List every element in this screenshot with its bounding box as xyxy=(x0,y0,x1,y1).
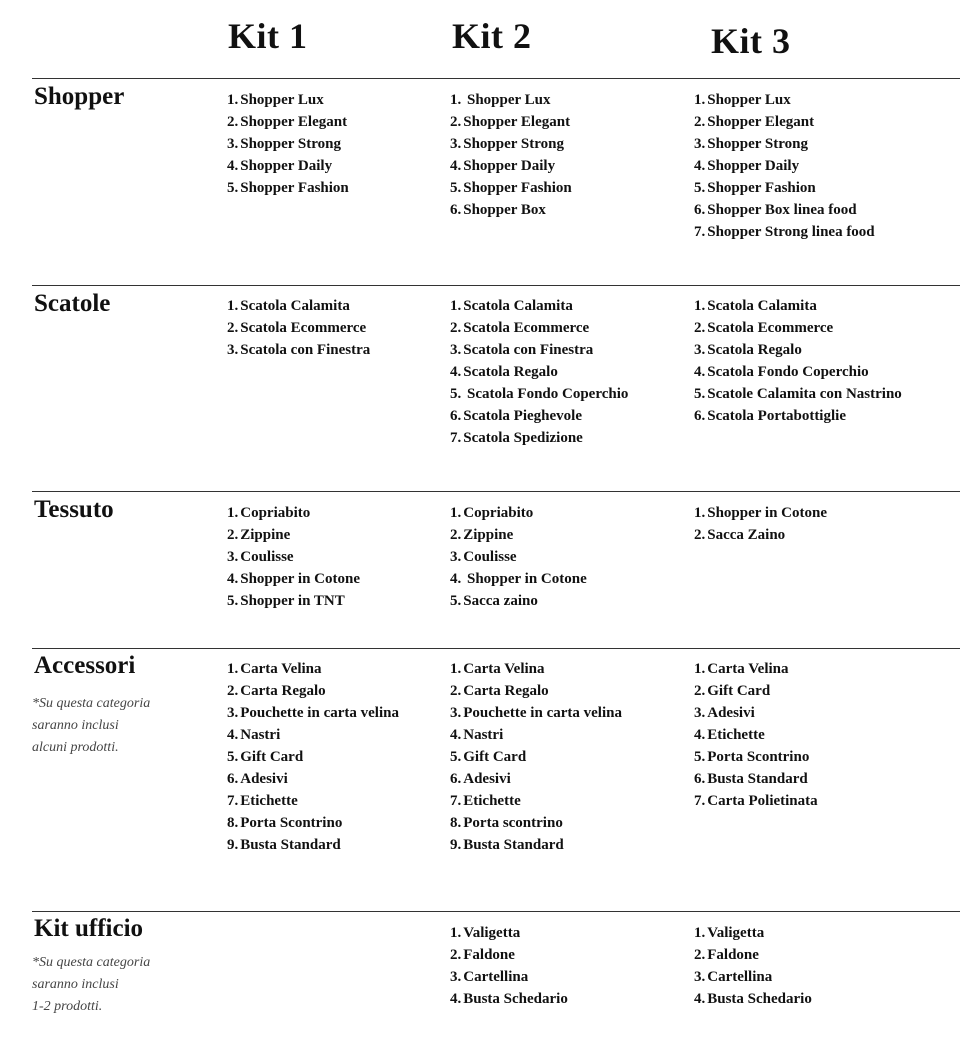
category-title-shopper: Shopper xyxy=(34,83,125,110)
list-item-label: Pouchette in carta velina xyxy=(240,705,399,721)
list-item-label: Shopper Lux xyxy=(463,92,551,108)
list-item xyxy=(694,221,875,243)
list-item xyxy=(450,405,628,427)
list-item-label: Shopper Box xyxy=(463,202,546,218)
list-item-number: 3. xyxy=(450,705,462,721)
list-item-number: 1. xyxy=(450,298,462,314)
list-item-label: Shopper Strong linea food xyxy=(707,224,875,240)
list-item-number: 5. xyxy=(227,180,239,196)
divider-scatole xyxy=(32,285,960,286)
list-item-number: 7. xyxy=(694,224,706,240)
list-item-label: Carta Polietinata xyxy=(707,793,818,809)
category-title-tessuto: Tessuto xyxy=(34,496,114,523)
list-item-number: 2. xyxy=(227,114,239,130)
list-item xyxy=(227,812,399,834)
list-item-label: Scatola con Finestra xyxy=(240,342,371,358)
list-item xyxy=(694,502,827,524)
list-item xyxy=(694,680,818,702)
list-item-label: Shopper Box linea food xyxy=(707,202,857,218)
list-item-label: Adesivi xyxy=(463,771,511,787)
list-item-number: 3. xyxy=(694,342,706,358)
list-item xyxy=(694,988,812,1010)
list-item-label: Busta Standard xyxy=(463,837,564,853)
list-item xyxy=(227,133,349,155)
list-item-label: Scatola Ecommerce xyxy=(707,320,834,336)
list-item-number: 6. xyxy=(694,408,706,424)
list-item-number: 6. xyxy=(450,771,462,787)
list-item-number: 2. xyxy=(450,683,462,699)
list-item-label: Busta Schedario xyxy=(707,991,812,1007)
list-item-number: 1. xyxy=(227,661,239,677)
list-item xyxy=(694,317,902,339)
list-item-label: Cartellina xyxy=(707,969,773,985)
list-item-number: 4. xyxy=(694,364,706,380)
list-item xyxy=(227,680,399,702)
list-item-label: Shopper in Cotone xyxy=(240,571,361,587)
list-item-label: Etichette xyxy=(707,727,765,743)
list-item-label: Shopper Strong xyxy=(240,136,341,152)
list-item-number: 3. xyxy=(227,549,239,565)
list-item-number: 5. xyxy=(450,386,462,402)
list-item-number: 1. xyxy=(450,661,462,677)
list-item-label: Zippine xyxy=(240,527,291,543)
list-item xyxy=(450,361,628,383)
list-item-number: 1. xyxy=(227,298,239,314)
list-item-label: Carta Velina xyxy=(707,661,789,677)
list-item xyxy=(694,524,827,546)
list-item xyxy=(450,922,568,944)
list-item-label: Etichette xyxy=(240,793,298,809)
list-item-number: 2. xyxy=(450,947,462,963)
list-item xyxy=(450,383,628,405)
list-item xyxy=(227,768,399,790)
list-item xyxy=(227,177,349,199)
list-item-label: Shopper in Cotone xyxy=(463,571,587,587)
list-item xyxy=(694,724,818,746)
list-item-number: 2. xyxy=(694,114,706,130)
list-item xyxy=(450,768,622,790)
shopper-kit1-list xyxy=(227,89,349,199)
list-item-number: 2. xyxy=(694,320,706,336)
list-item-label: Nastri xyxy=(463,727,504,743)
kit-ufficio-kit2-list xyxy=(450,922,568,1010)
list-item xyxy=(227,724,399,746)
list-item-number: 9. xyxy=(227,837,239,853)
divider-top xyxy=(32,78,960,79)
list-item-number: 2. xyxy=(227,320,239,336)
list-item-number: 2. xyxy=(450,320,462,336)
list-item-label: Etichette xyxy=(463,793,521,809)
list-item-label: Scatola Ecommerce xyxy=(240,320,367,336)
list-item xyxy=(450,339,628,361)
list-item-number: 1. xyxy=(450,505,462,521)
list-item-number: 3. xyxy=(694,969,706,985)
list-item-number: 5. xyxy=(694,749,706,765)
list-item-label: Scatola Calamita xyxy=(463,298,573,314)
list-item-number: 6. xyxy=(694,202,706,218)
list-item-number: 2. xyxy=(694,947,706,963)
list-item xyxy=(227,568,360,590)
list-item-label: Scatola con Finestra xyxy=(463,342,594,358)
list-item-label: Shopper Elegant xyxy=(240,114,348,130)
list-item-label: Shopper Elegant xyxy=(463,114,571,130)
list-item-label: Scatola Regalo xyxy=(707,342,802,358)
list-item xyxy=(694,89,875,111)
accessori-note-line: *Su questa categoria xyxy=(32,696,151,711)
list-item-label: Shopper in Cotone xyxy=(707,505,828,521)
list-item xyxy=(227,546,360,568)
list-item-number: 3. xyxy=(450,969,462,985)
list-item-number: 1. xyxy=(694,92,706,108)
list-item-label: Porta Scontrino xyxy=(707,749,810,765)
kit-ufficio-note-line: saranno inclusi xyxy=(32,977,119,992)
list-item-number: 3. xyxy=(694,705,706,721)
accessori-note-line: saranno inclusi xyxy=(32,718,119,733)
list-item-number: 5. xyxy=(694,386,706,402)
category-title-kit-ufficio: Kit ufficio xyxy=(34,915,144,942)
kit-2-header: Kit 2 xyxy=(452,16,532,56)
list-item-number: 7. xyxy=(450,793,462,809)
list-item-label: Shopper Daily xyxy=(240,158,333,174)
list-item-number: 6. xyxy=(227,771,239,787)
accessori-note-line: alcuni prodotti. xyxy=(32,740,119,755)
list-item xyxy=(694,199,875,221)
list-item-label: Shopper Fashion xyxy=(707,180,816,196)
list-item-number: 4. xyxy=(450,727,462,743)
list-item xyxy=(450,502,587,524)
list-item-label: Scatola Ecommerce xyxy=(463,320,590,336)
list-item xyxy=(227,339,370,361)
list-item xyxy=(450,546,587,568)
list-item xyxy=(450,834,622,856)
list-item xyxy=(450,155,572,177)
list-item-label: Faldone xyxy=(463,947,515,963)
list-item-label: Scatola Calamita xyxy=(707,298,817,314)
accessori-kit1-list xyxy=(227,658,399,856)
list-item-label: Gift Card xyxy=(240,749,304,765)
list-item-label: Nastri xyxy=(240,727,281,743)
list-item-number: 5. xyxy=(227,749,239,765)
list-item xyxy=(450,812,622,834)
list-item-number: 2. xyxy=(227,527,239,543)
kit-ufficio-note-line: 1-2 prodotti. xyxy=(32,999,103,1014)
list-item-number: 5. xyxy=(227,593,239,609)
list-item xyxy=(450,133,572,155)
list-item xyxy=(694,922,812,944)
category-title-scatole: Scatole xyxy=(34,290,111,317)
list-item-number: 1. xyxy=(694,298,706,314)
list-item xyxy=(694,177,875,199)
divider-kit-ufficio xyxy=(32,911,960,912)
list-item-label: Porta Scontrino xyxy=(240,815,343,831)
list-item-number: 3. xyxy=(450,342,462,358)
list-item xyxy=(694,361,902,383)
list-item-number: 3. xyxy=(227,136,239,152)
list-item xyxy=(694,702,818,724)
tessuto-kit2-list xyxy=(450,502,587,612)
list-item-label: Shopper Daily xyxy=(707,158,800,174)
list-item xyxy=(694,966,812,988)
list-item-label: Scatola Pieghevole xyxy=(463,408,582,424)
list-item-number: 7. xyxy=(694,793,706,809)
list-item-number: 1. xyxy=(694,925,706,941)
list-item-number: 3. xyxy=(694,136,706,152)
list-item xyxy=(450,524,587,546)
list-item xyxy=(450,427,628,449)
list-item-label: Shopper Elegant xyxy=(707,114,815,130)
list-item-number: 2. xyxy=(450,114,462,130)
list-item xyxy=(450,568,587,590)
list-item xyxy=(227,317,370,339)
list-item-label: Copriabito xyxy=(240,505,311,521)
list-item-number: 1. xyxy=(450,92,462,108)
list-item-number: 3. xyxy=(227,705,239,721)
list-item xyxy=(694,658,818,680)
list-item-number: 2. xyxy=(227,683,239,699)
list-item-label: Pouchette in carta velina xyxy=(463,705,622,721)
tessuto-kit3-list xyxy=(694,502,827,546)
list-item xyxy=(227,702,399,724)
list-item xyxy=(227,524,360,546)
list-item xyxy=(694,944,812,966)
list-item-label: Cartellina xyxy=(463,969,529,985)
list-item xyxy=(450,680,622,702)
list-item-label: Busta Standard xyxy=(240,837,341,853)
list-item xyxy=(694,111,875,133)
scatole-kit3-list xyxy=(694,295,902,427)
divider-accessori xyxy=(32,648,960,649)
list-item-number: 5. xyxy=(694,180,706,196)
list-item xyxy=(227,295,370,317)
shopper-kit2-list xyxy=(450,89,572,221)
list-item-number: 5. xyxy=(450,180,462,196)
list-item-label: Carta Regalo xyxy=(240,683,326,699)
list-item-number: 2. xyxy=(694,683,706,699)
list-item xyxy=(450,944,568,966)
list-item-number: 4. xyxy=(694,727,706,743)
list-item xyxy=(694,295,902,317)
list-item xyxy=(227,502,360,524)
list-item xyxy=(450,988,568,1010)
scatole-kit1-list xyxy=(227,295,370,361)
kit-ufficio-kit3-list xyxy=(694,922,812,1010)
list-item xyxy=(450,966,568,988)
list-item-label: Gift Card xyxy=(707,683,771,699)
list-item-number: 4. xyxy=(450,158,462,174)
list-item-number: 7. xyxy=(450,430,462,446)
list-item-number: 3. xyxy=(227,342,239,358)
accessori-kit3-list xyxy=(694,658,818,812)
kit-3-header: Kit 3 xyxy=(711,21,791,61)
list-item-label: Faldone xyxy=(707,947,759,963)
list-item-label: Shopper Lux xyxy=(240,92,324,108)
kit-ufficio-note xyxy=(32,952,182,1018)
list-item-label: Busta Schedario xyxy=(463,991,568,1007)
list-item xyxy=(694,790,818,812)
list-item-label: Sacca zaino xyxy=(463,593,538,609)
accessori-kit2-list xyxy=(450,658,622,856)
tessuto-kit1-list xyxy=(227,502,360,612)
list-item-label: Valigetta xyxy=(707,925,765,941)
list-item-number: 9. xyxy=(450,837,462,853)
divider-tessuto xyxy=(32,491,960,492)
list-item-number: 4. xyxy=(450,991,462,1007)
list-item-label: Shopper Fashion xyxy=(463,180,572,196)
list-item xyxy=(694,405,902,427)
list-item-number: 3. xyxy=(450,549,462,565)
list-item-label: Copriabito xyxy=(463,505,534,521)
list-item-number: 1. xyxy=(694,505,706,521)
list-item xyxy=(694,383,902,405)
list-item-label: Carta Regalo xyxy=(463,683,549,699)
list-item-number: 5. xyxy=(450,749,462,765)
list-item-number: 7. xyxy=(227,793,239,809)
list-item xyxy=(227,111,349,133)
list-item-label: Valigetta xyxy=(463,925,521,941)
list-item-number: 4. xyxy=(450,364,462,380)
list-item-label: Zippine xyxy=(463,527,514,543)
list-item-label: Shopper Daily xyxy=(463,158,556,174)
list-item-number: 5. xyxy=(450,593,462,609)
shopper-kit3-list xyxy=(694,89,875,243)
list-item-label: Shopper Lux xyxy=(707,92,791,108)
list-item xyxy=(450,295,628,317)
list-item xyxy=(450,89,572,111)
list-item xyxy=(694,133,875,155)
list-item-label: Scatola Regalo xyxy=(463,364,558,380)
list-item-number: 6. xyxy=(450,202,462,218)
list-item-number: 2. xyxy=(450,527,462,543)
list-item-number: 4. xyxy=(227,571,239,587)
list-item-label: Scatola Fondo Coperchio xyxy=(463,386,629,402)
list-item xyxy=(450,658,622,680)
accessori-note xyxy=(32,693,182,759)
list-item xyxy=(227,89,349,111)
list-item xyxy=(227,658,399,680)
list-item xyxy=(227,590,360,612)
list-item xyxy=(450,702,622,724)
list-item xyxy=(694,339,902,361)
list-item-label: Shopper Fashion xyxy=(240,180,349,196)
list-item-number: 8. xyxy=(450,815,462,831)
list-item-number: 6. xyxy=(694,771,706,787)
list-item-label: Shopper in TNT xyxy=(240,593,345,609)
list-item-number: 3. xyxy=(450,136,462,152)
list-item-label: Shopper Strong xyxy=(707,136,808,152)
list-item-label: Gift Card xyxy=(463,749,527,765)
list-item xyxy=(450,317,628,339)
list-item xyxy=(227,834,399,856)
list-item-number: 8. xyxy=(227,815,239,831)
kit-1-header: Kit 1 xyxy=(228,16,308,56)
list-item-number: 4. xyxy=(694,991,706,1007)
list-item-label: Scatole Calamita con Nastrino xyxy=(707,386,902,402)
list-item-number: 4. xyxy=(227,727,239,743)
list-item-number: 1. xyxy=(227,505,239,521)
list-item-label: Adesivi xyxy=(240,771,288,787)
list-item-number: 1. xyxy=(694,661,706,677)
list-item-label: Porta scontrino xyxy=(463,815,563,831)
list-item xyxy=(227,155,349,177)
category-title-accessori: Accessori xyxy=(34,652,136,679)
list-item xyxy=(227,790,399,812)
list-item xyxy=(450,199,572,221)
list-item-label: Carta Velina xyxy=(463,661,545,677)
list-item-number: 4. xyxy=(450,571,462,587)
list-item xyxy=(450,177,572,199)
list-item-number: 6. xyxy=(450,408,462,424)
list-item-number: 4. xyxy=(227,158,239,174)
list-item xyxy=(450,111,572,133)
list-item-label: Scatola Portabottiglie xyxy=(707,408,846,424)
list-item xyxy=(450,790,622,812)
list-item-label: Adesivi xyxy=(707,705,755,721)
list-item xyxy=(450,590,587,612)
list-item-label: Coulisse xyxy=(240,549,294,565)
list-item-number: 1. xyxy=(227,92,239,108)
list-item xyxy=(450,724,622,746)
list-item-label: Coulisse xyxy=(463,549,517,565)
list-item-label: Shopper Strong xyxy=(463,136,564,152)
list-item-number: 4. xyxy=(694,158,706,174)
list-item xyxy=(227,746,399,768)
list-item-label: Scatola Spedizione xyxy=(463,430,583,446)
list-item-label: Scatola Calamita xyxy=(240,298,350,314)
list-item xyxy=(694,155,875,177)
list-item-label: Scatola Fondo Coperchio xyxy=(707,364,869,380)
list-item-label: Sacca Zaino xyxy=(707,527,786,543)
scatole-kit2-list xyxy=(450,295,628,449)
list-item-number: 2. xyxy=(694,527,706,543)
list-item xyxy=(694,768,818,790)
list-item-label: Busta Standard xyxy=(707,771,808,787)
list-item-label: Carta Velina xyxy=(240,661,322,677)
list-item xyxy=(694,746,818,768)
kit-ufficio-note-line: *Su questa categoria xyxy=(32,955,151,970)
list-item-number: 1. xyxy=(450,925,462,941)
list-item xyxy=(450,746,622,768)
